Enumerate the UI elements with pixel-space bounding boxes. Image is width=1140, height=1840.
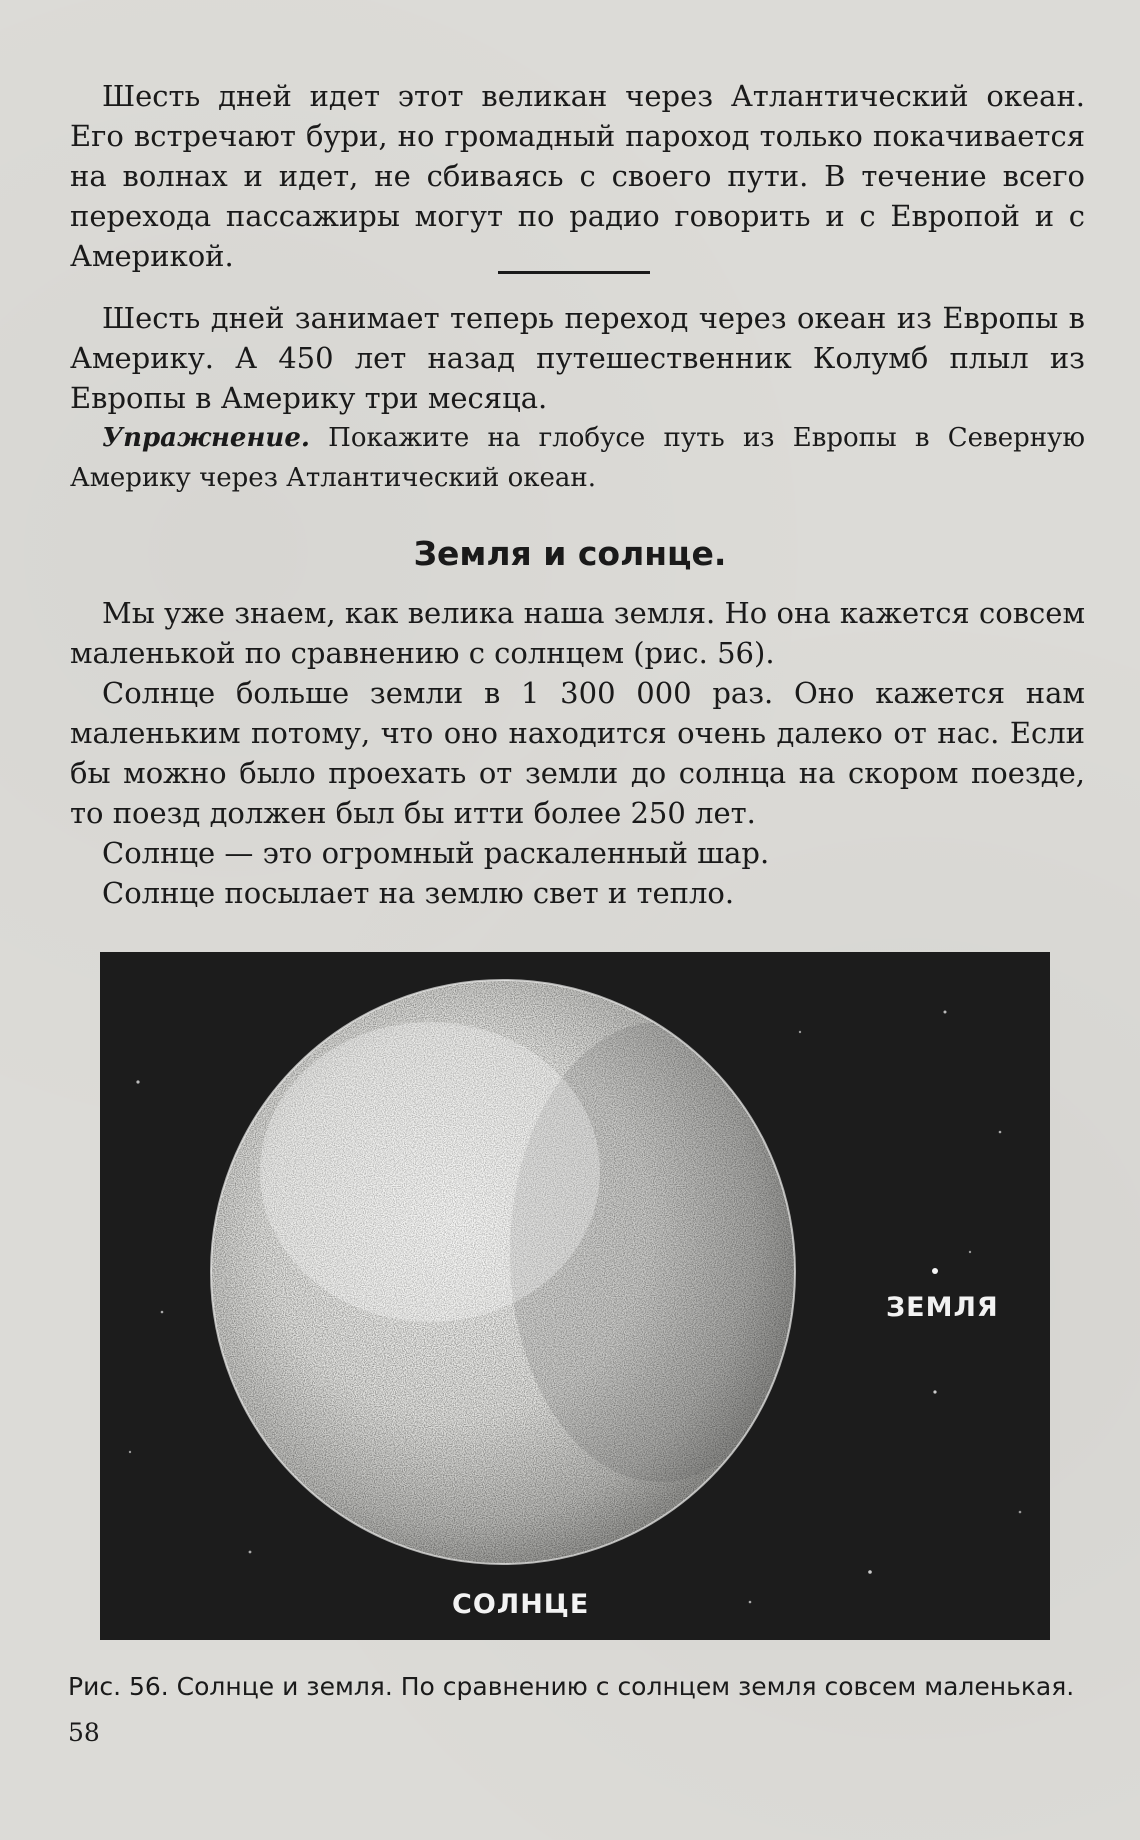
sun-earth-figure xyxy=(100,952,1050,1640)
section-divider xyxy=(498,271,650,274)
exercise-paragraph xyxy=(70,418,1085,498)
paragraph-sun-light: Солнце посылает на землю свет и тепло. xyxy=(102,876,735,910)
paragraph-sun-distance: Солнце больше земли в 1 300 000 раз. Оно кажется нам маленьким потому, что оно находится очень далеко от нас. Если бы можно было проехать от земли до солнца на скором поезде, то поезд должен был бы итти более 250 лет. xyxy=(70,676,1085,830)
figure-caption: Рис. 56. Солнце и земля. По сравнению с солнцем земля совсем маленькая. xyxy=(68,1672,1075,1701)
sun-label: СОЛНЦЕ xyxy=(452,1589,590,1620)
paragraph-steamship: Шесть дней идет этот великан через Атлантический океан. Его встречают бури, но громадный пароход только покачивается на волнах и идет, не сбиваясь с своего пути. В течение всего перехода пассажиры могут по радио говорить и с Европой и с Америкой. xyxy=(70,79,1085,273)
section-heading: Земля и солнце. xyxy=(413,534,727,573)
sun-disk xyxy=(200,972,810,1582)
earth-dot xyxy=(932,1268,938,1274)
paragraph-sun-hot: Солнце — это огромный раскаленный шар. xyxy=(102,836,770,870)
earth-label: ЗЕМЛЯ xyxy=(886,1292,999,1323)
paragraph-columbus: Шесть дней занимает теперь переход через океан из Европы в Америку. А 450 лет назад путешественник Колумб плыл из Европы в Америку три месяца. xyxy=(70,301,1085,415)
exercise-label: Упражнение. xyxy=(102,423,310,453)
paragraph-earth-size: Мы уже знаем, как велика наша земля. Но она кажется совсем маленькой по сравнению с солнцем (рис. 56). xyxy=(70,596,1085,670)
page-number: 58 xyxy=(68,1718,100,1747)
exercise-text: Покажите на глобусе путь из Европы в Северную Америку через Атлантический океан. xyxy=(70,423,1085,493)
